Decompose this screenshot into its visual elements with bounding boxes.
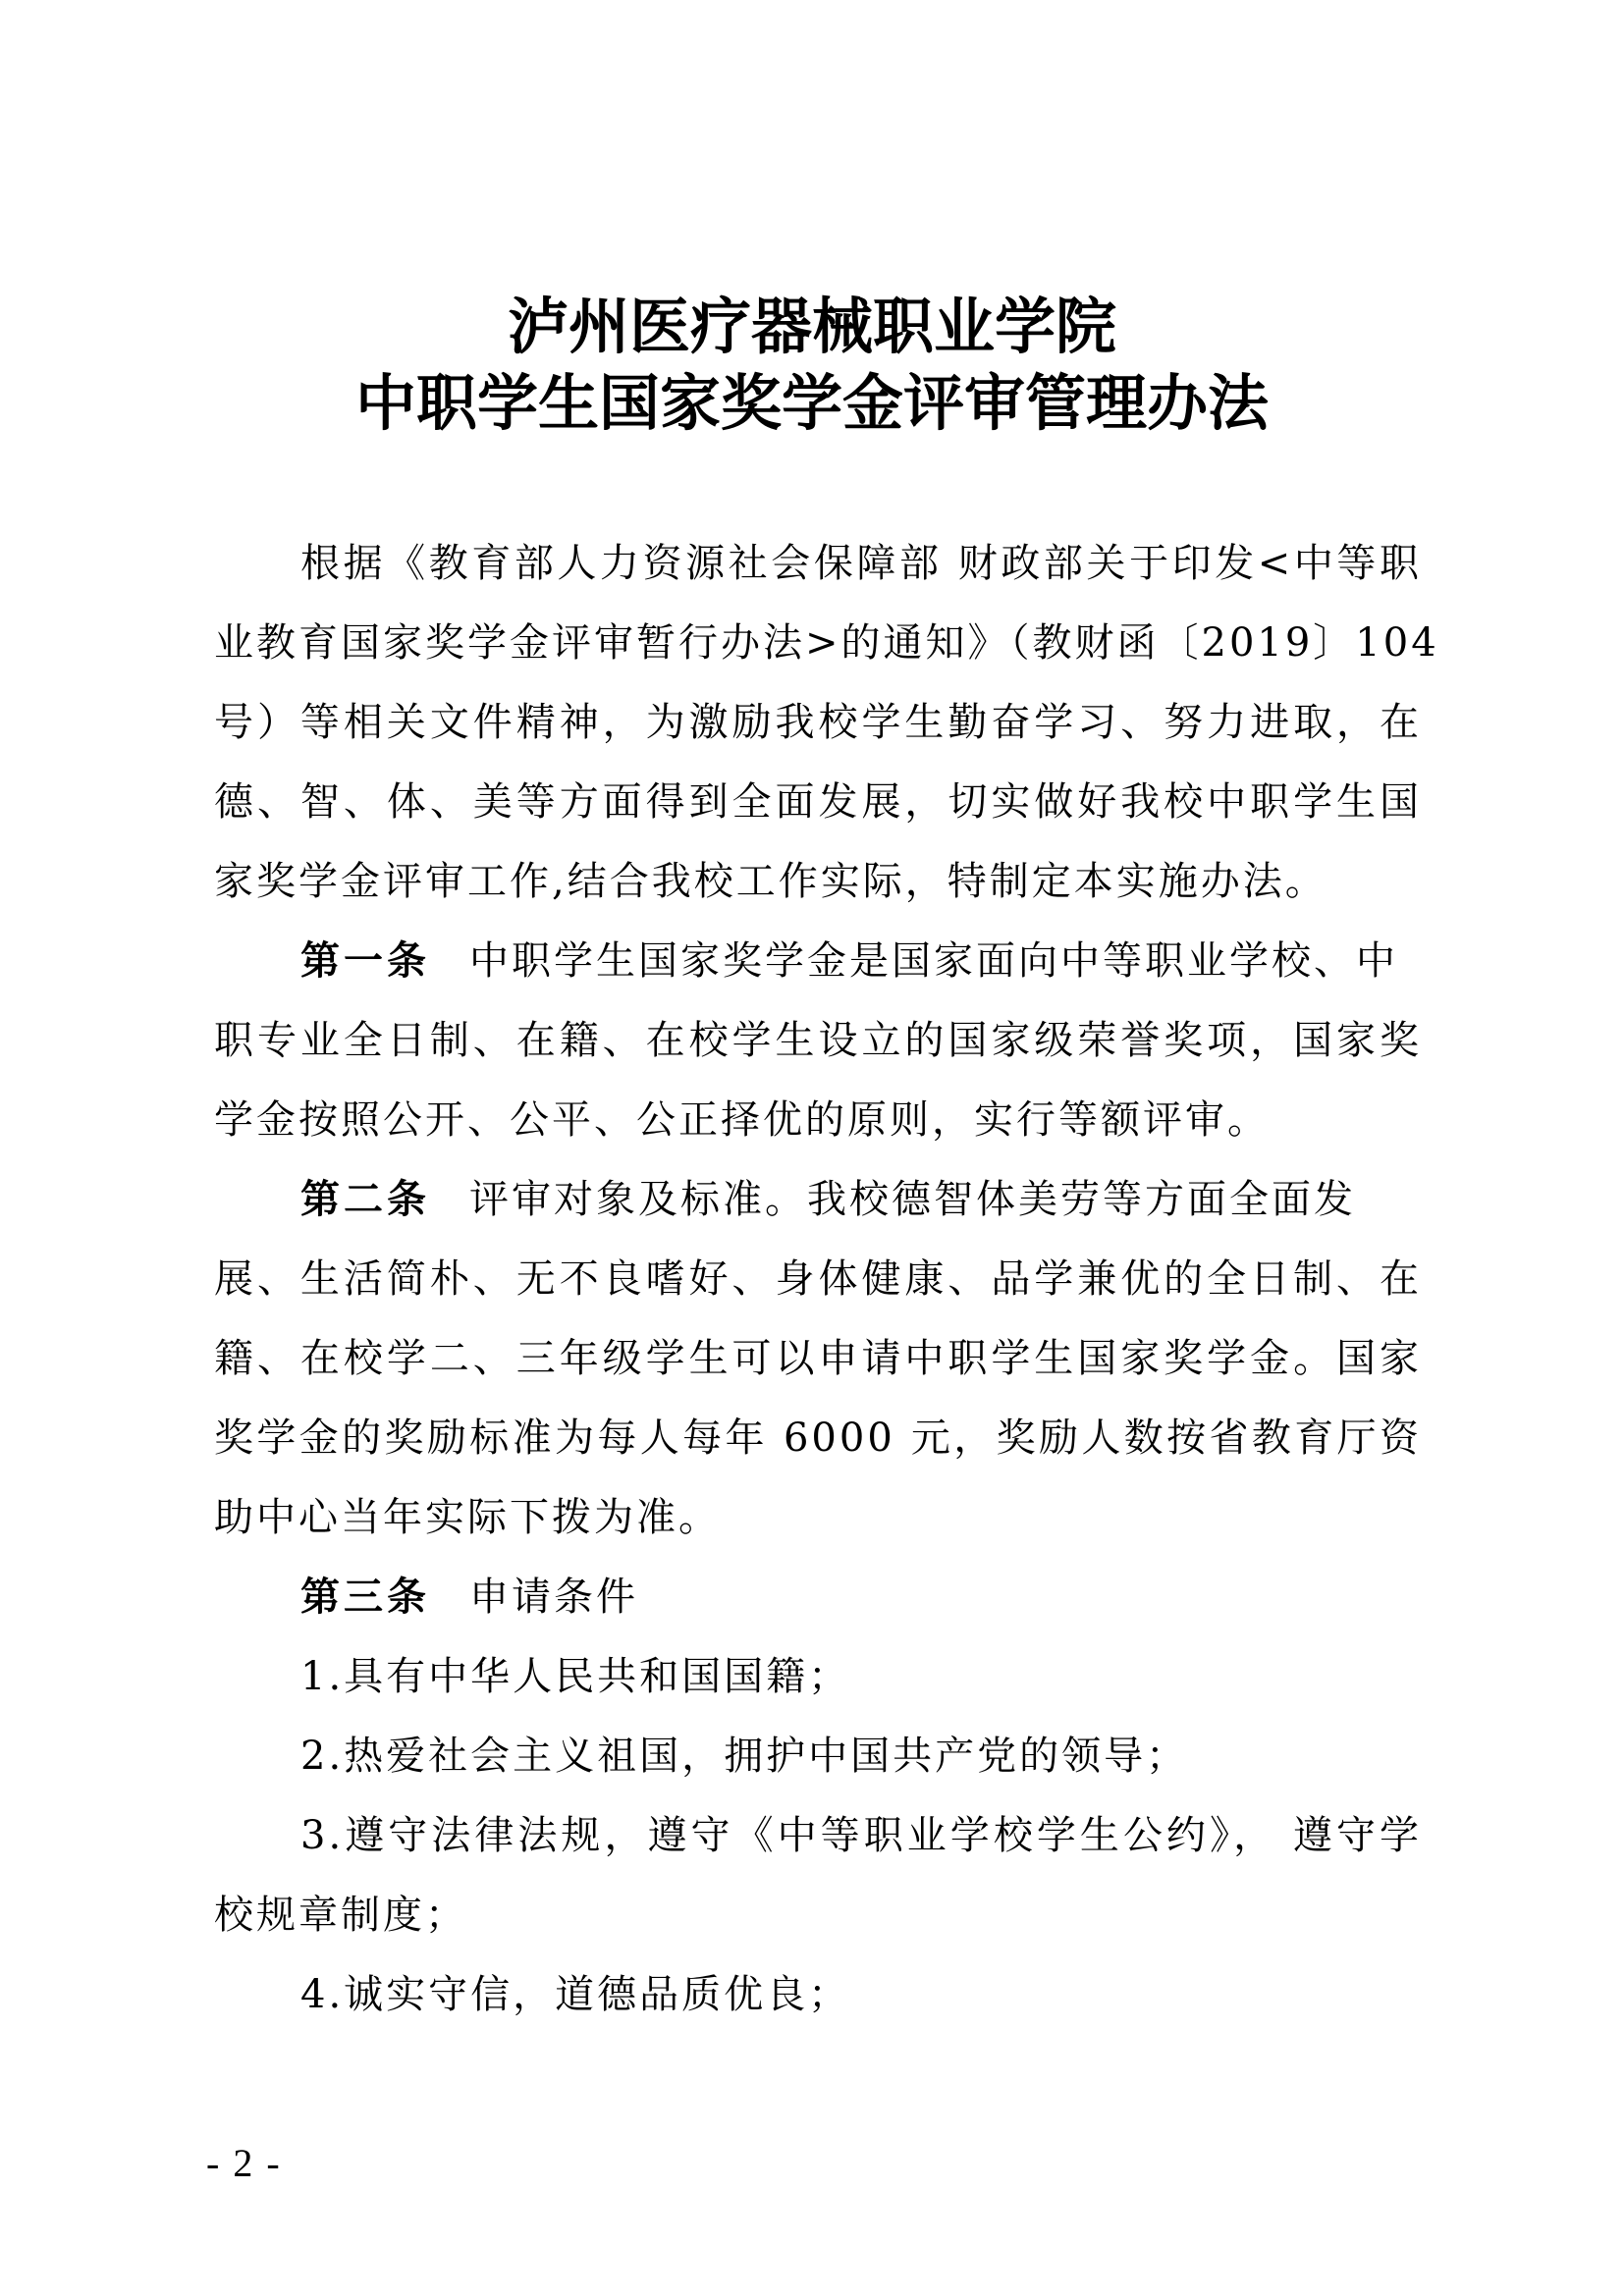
condition-item: 2.热爱社会主义祖国，拥护中国共产党的领导；: [300, 1734, 1189, 1779]
article-2-line: 展、生活简朴、无不良嗜好、身体健康、品学兼优的全日制、在: [214, 1256, 1422, 1302]
article-2-line: 籍、在校学二、三年级学生可以申请中职学生国家奖学金。国家: [214, 1336, 1422, 1381]
page-number: - 2 -: [206, 2141, 282, 2185]
article-2-text: 评审对象及标准。我校德智体美劳等方面全面发: [469, 1177, 1356, 1222]
article-1-line: 职专业全日制、在籍、在校学生设立的国家级荣誉奖项，国家奖: [214, 1018, 1422, 1063]
article-3-heading: 第三条: [300, 1575, 430, 1620]
article-2-first-line: [214, 1160, 1422, 1240]
condition-item: 3.遵守法律法规，遵守《中等职业学校学生公约》， 遵守学: [300, 1813, 1422, 1858]
intro-line: 根据《教育部人力资源社会保障部 财政部关于印发<中等职: [300, 541, 1422, 586]
intro-line: 德、智、体、美等方面得到全面发展，切实做好我校中职学生国: [214, 779, 1422, 825]
intro-line: 业教育国家奖学金评审暂行办法>的通知》（教财函〔2019〕104: [214, 620, 1439, 666]
article-2-line: 助中心当年实际下拨为准。: [214, 1495, 721, 1540]
document-title-line2: 中职学生国家奖学金评审管理办法: [354, 367, 1269, 439]
condition-item: 4.诚实守信，道德品质优良；: [300, 1972, 851, 2017]
article-2-heading: 第二条: [300, 1177, 430, 1222]
article-1-line: 学金按照公开、公平、公正择优的原则，实行等额评审。: [214, 1097, 1270, 1143]
document-title-line1: 泸州医疗器械职业学院: [507, 291, 1116, 362]
condition-item-continued: 校规章制度；: [214, 1893, 467, 1938]
intro-line: 家奖学金评审工作,结合我校工作实际，特制定本实施办法。: [214, 859, 1327, 904]
article-1-first-line: [214, 922, 1422, 1001]
intro-line: 号）等相关文件精神，为激励我校学生勤奋学习、努力进取，在: [214, 700, 1422, 745]
article-3-line: [214, 1558, 1422, 1637]
article-3-text: 申请条件: [469, 1575, 638, 1620]
article-1-heading: 第一条: [300, 938, 430, 984]
article-1-text: 中职学生国家奖学金是国家面向中等职业学校、中: [469, 938, 1398, 984]
article-2-line: 奖学金的奖励标准为每人每年 6000 元，奖励人数按省教育厅资: [214, 1415, 1422, 1461]
document-body: [214, 524, 1439, 2035]
condition-item: 1.具有中华人民共和国国籍；: [300, 1654, 851, 1699]
